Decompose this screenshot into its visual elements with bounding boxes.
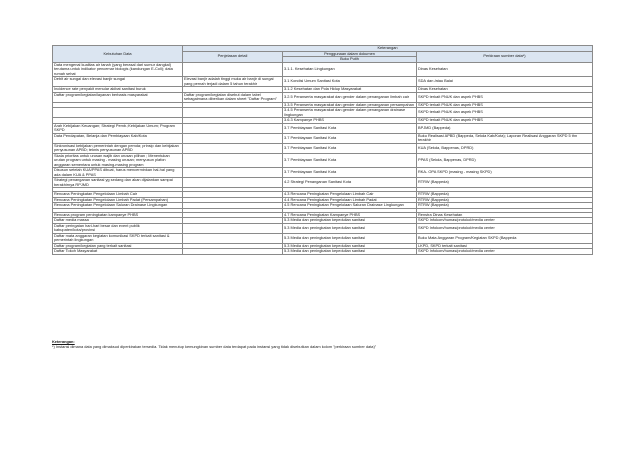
cell-kebutuhan-data: Disusun setelah KUA/PPAS dibuat, harus mencerminkan hal-hal yang ada dalam KUA & PPAS [53, 168, 183, 178]
cell-perkiraan-sumber: Dinas Kesehatan [417, 87, 593, 93]
table-row [53, 249, 593, 255]
cell-penggunaan-dokumen: 3.1.2 Kesehatan dan Pola Hidup Masyarakat [283, 87, 417, 93]
cell-perkiraan-sumber: Buku Realisasi APBD (Bappeda, Sekda Kab/Kota); Laporan Realisasi Anggaran SKPD 5 thn terakhir [417, 133, 593, 143]
cell-penggunaan-dokumen: 4.3 Rencana Peningkatan Pengelolaan Limbah Cair [283, 192, 417, 198]
cell-kebutuhan-data: Daftar program/kegiatan/layanan berbasis masyarakat [53, 92, 183, 102]
cell-kebutuhan-data: Rencana program peningkatan kampanye PHBS [53, 212, 183, 218]
cell-penggunaan-dokumen: 3.3.5 Peranserta masyarakat dan gender dalam penanganan persampahan [283, 102, 417, 108]
cell-perkiraan-sumber: RKA- OPA SKPD (masing - masing SKPD) [417, 168, 593, 178]
cell-kebutuhan-data: Data Pendapatan, Belanja dan Pembiayaan Kab/Kota [53, 133, 183, 143]
cell-perkiraan-sumber: RTRW (Bappeda) [417, 178, 593, 188]
cell-penggunaan-dokumen: 3.1.1. Kesehatan Lingkungan [283, 62, 417, 77]
cell-penggunaan-dokumen: 4.4 Rencana Peningkatan Pengelolaan Limbah Padat [283, 197, 417, 203]
cell-penjelasan-detail [183, 249, 283, 255]
cell-perkiraan-sumber: RTRW (Bappeda) [417, 203, 593, 209]
cell-kebutuhan-data: Daftar mata anggaran kegiatan komunikasi SKPD terkait sanitasi & pemerintah lingkungan [53, 233, 183, 243]
header-buku-putih: Buku Putih [283, 57, 417, 63]
notes-heading: Keterangan: [52, 339, 75, 344]
table-row [53, 77, 593, 87]
cell-penggunaan-dokumen: 4.5 Rencana Peningkatan Pengelolaan Saluran Drainase Lingkungan [283, 203, 417, 209]
cell-perkiraan-sumber: SKPD terkait PNUK dan aspek PHBS [417, 102, 593, 108]
table-row [53, 168, 593, 178]
header-kebutuhan-data: Kebutuhan Data [53, 46, 183, 63]
cell-kebutuhan-data: Rencana Peningkatan Pengelolaan Saluran Drainase Lingkungan [53, 203, 183, 209]
cell-penjelasan-detail [183, 233, 283, 243]
cell-kebutuhan-data: Daftar peringatan hari-hari besar dan event publik kabupaten/kota/provinsi [53, 223, 183, 233]
cell-perkiraan-sumber: Dinas Kesehatan [417, 62, 593, 77]
cell-penjelasan-detail: Elevasi banjir adalah tinggi muka air banjir di sungai yang pernah terjadi dalam 5 tahun terakhir [183, 77, 283, 87]
cell-perkiraan-sumber: SKPD Infokom/humas/protokol/media center [417, 249, 593, 255]
cell-kebutuhan-data: Skala prioritas untuk urusan wajib dan urusan pilihan ; Menentukan urutan program untuk masing - masing urusan; menyusun plafon anggaran sementara untuk masing-masing program [53, 153, 183, 168]
cell-penggunaan-dokumen: 5.3 Media dan peningkatan kepedulian sanitasi [283, 218, 417, 224]
table-row [53, 233, 593, 243]
cell-perkiraan-sumber: RTRW (Bappeda) [417, 192, 593, 198]
table-row [53, 62, 593, 77]
table-row [53, 108, 593, 118]
cell-perkiraan-sumber: SKPD Infokom/humas/protokol/media center [417, 223, 593, 233]
table-row [53, 223, 593, 233]
cell-penggunaan-dokumen: 3.7 Pembiayaan Sanitasi Kota [283, 123, 417, 133]
cell-penjelasan-detail [183, 178, 283, 188]
cell-kebutuhan-data: Strategi penanganan sanitasi yg sedang dan akan dijalankan sampai berakhirnya RPJMD [53, 178, 183, 188]
cell-perkiraan-sumber: SKPD terkait PNUK dan aspek PHBS [417, 92, 593, 102]
cell-penjelasan-detail [183, 153, 283, 168]
notes-text: *) Instansi dimana data yang dimaksud diperkirakan tersedia. Tidak menutup kemungkinan sumber data terdapat pada instansi yang tidak disebutkan dalam kolom "perkiraan sumber data)" [52, 344, 377, 349]
cell-penggunaan-dokumen: 3.6.3 Kampanye PHBS [283, 118, 417, 124]
cell-penjelasan-detail [183, 143, 283, 153]
cell-kebutuhan-data: Rencana Peningkatan Pengelolaan Limbah Padat (Persampahan) [53, 197, 183, 203]
cell-perkiraan-sumber: KUA (Sekda, Bappenas, DPRD) [417, 143, 593, 153]
cell-perkiraan-sumber: LKPD, SKPD terkait sanitasi [417, 243, 593, 249]
cell-penjelasan-detail [183, 62, 283, 77]
table-row [53, 92, 593, 102]
cell-kebutuhan-data: Daftar program/kegiatan yang terkait sanitasi [53, 243, 183, 249]
cell-perkiraan-sumber: Renstra Dinas Kesehatan [417, 212, 593, 218]
cell-penggunaan-dokumen: 5.3 Media dan peningkatan kepedulian sanitasi [283, 233, 417, 243]
cell-penggunaan-dokumen: 3.7 Pembiayaan Sanitasi Kota [283, 143, 417, 153]
header-perkiraan-sumber: Perkiraan sumber data*) [417, 51, 593, 62]
data-requirements-table [52, 45, 593, 255]
cell-penggunaan-dokumen: 5.3 Media dan peningkatan kepedulian sanitasi [283, 223, 417, 233]
cell-penjelasan-detail: Daftar program/kegiatan disebut dalam tabel sebagaimana diberikan dalam sheet "Daftar Program" [183, 92, 283, 102]
cell-perkiraan-sumber: Buku Mata Anggaran Program/Kegiatan SKPD (Bappeda [417, 233, 593, 243]
cell-kebutuhan-data: Daftar Tokoh Masyarakat [53, 249, 183, 255]
cell-penggunaan-dokumen: 4.7 Rencana Peningkatan Kampanye PHBS [283, 212, 417, 218]
cell-kebutuhan-data: Data mengenai kualitas air tanah (yang berasal dari sumur dangkal) terutama untuk indikator pencemar biologis (kandungan E-Coli); data rumah sehat [53, 62, 183, 77]
cell-penggunaan-dokumen: 3.4.5 Peranserta masyarakat dan gender dalam penanganan drainase lingkungan [283, 108, 417, 118]
cell-penjelasan-detail [183, 223, 283, 233]
cell-kebutuhan-data: Rencana Peningkatan Pengelolaan Limbah Cair [53, 192, 183, 198]
cell-kebutuhan-data: Incidence rate penyakit menular akibat sanitasi buruk [53, 87, 183, 93]
cell-penjelasan-detail [183, 123, 283, 133]
cell-perkiraan-sumber: SKPD terkait PNUK dan aspek PHBS [417, 108, 593, 118]
notes-section [52, 339, 592, 349]
header-penjelasan-detail: Penjelasan detail [183, 51, 283, 62]
cell-penjelasan-detail [183, 168, 283, 178]
cell-penggunaan-dokumen: 3.7 Pembiayaan Sanitasi Kota [283, 168, 417, 178]
cell-penggunaan-dokumen: 4.2 Strategi Penanganan Sanitasi Kota [283, 178, 417, 188]
cell-penjelasan-detail [183, 133, 283, 143]
cell-penggunaan-dokumen: 3.7 Pembiayaan Sanitasi Kota [283, 133, 417, 143]
cell-perkiraan-sumber: PPAS (Sekda, Bappenas, DPRD) [417, 153, 593, 168]
table-row [53, 153, 593, 168]
cell-penggunaan-dokumen: 3.7 Pembiayaan Sanitasi Kota [283, 153, 417, 168]
cell-penggunaan-dokumen: 3.2.5 Peranserta masyarakat dan gender dalam penanganan limbah cair [283, 92, 417, 102]
cell-perkiraan-sumber: RTRW (Bappeda) [417, 197, 593, 203]
data-requirements-sheet [52, 45, 592, 255]
cell-perkiraan-sumber: SKPD Infokom/humas/protokol/media center [417, 218, 593, 224]
cell-perkiraan-sumber: SKPD terkait PNUK dan aspek PHBS [417, 118, 593, 124]
cell-kebutuhan-data: Debit air sungai dan elevasi banjir sungai [53, 77, 183, 87]
table-row [53, 133, 593, 143]
cell-perkiraan-sumber: SDA dan /atau Balai [417, 77, 593, 87]
cell-perkiraan-sumber: BPJMD (Bappeda) [417, 123, 593, 133]
cell-kebutuhan-data: Arah Kebijakan Keuangan; Strategi Pemb.;Kebijakan Umum; Program SKPD [53, 123, 183, 133]
cell-kebutuhan-data: Daftar media massa [53, 218, 183, 224]
cell-penjelasan-detail [183, 108, 283, 118]
cell-kebutuhan-data [53, 108, 183, 118]
cell-penggunaan-dokumen: 3.1 Kondisi Umum Sanitasi Kota [283, 77, 417, 87]
table-row [53, 143, 593, 153]
cell-kebutuhan-data: Sinkronisasi kebijakan pemerintah dengan pemda; prinsip dan kebijakan penyusunan APBD; teknis penyusunan APBD [53, 143, 183, 153]
header-keterangan: Keterangan [183, 46, 593, 52]
header-penggunaan-dokumen: Penggunaan dalam dokumen [283, 51, 417, 57]
cell-penggunaan-dokumen: 5.3 Media dan peningkatan kepedulian sanitasi [283, 243, 417, 249]
table-row [53, 178, 593, 188]
cell-penggunaan-dokumen: 5.3 Media dan peningkatan kepedulian sanitasi [283, 249, 417, 255]
table-row [53, 123, 593, 133]
